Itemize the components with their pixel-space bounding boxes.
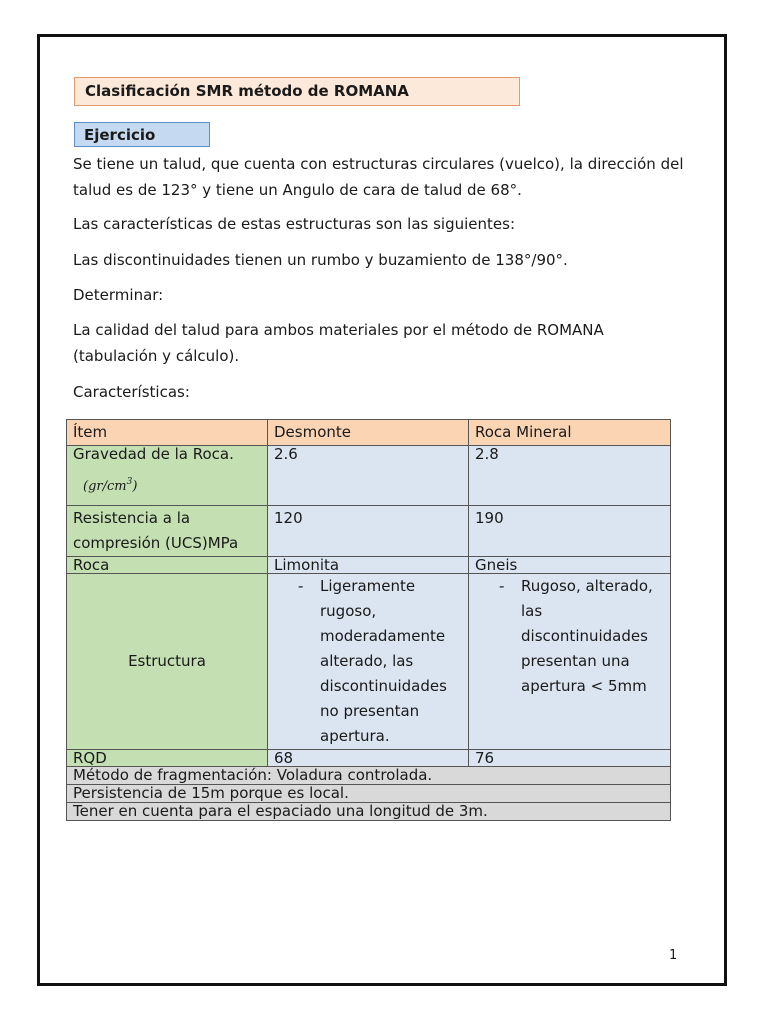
paragraph-caracteristicas: Las características de estas estructuras son las siguientes: [73,215,516,233]
gravedad-label: Gravedad de la Roca. [73,445,234,463]
list-item: - Rugoso, alterado, las discontinuidades presentan una apertura < 5mm [499,577,653,695]
paragraph-determinar: Determinar: [73,286,164,304]
estructura-label: Estructura [67,574,268,750]
list-item: - Ligeramente rugoso, moderadamente alterado, las discontinuidades no presentan apertura. [298,577,447,745]
document-title: Clasificación SMR método de ROMANA [74,77,520,106]
paragraph-discontinuidades: Las discontinuidades tienen un rumbo y buzamiento de 138°/90°. [73,251,568,269]
table-row-resistencia [67,506,671,557]
section-heading: Ejercicio [74,122,210,147]
estructura-roca-text: Rugoso, alterado, las discontinuidades presentan una apertura < 5mm [521,577,653,695]
paragraph-caracteristicas-label: Características: [73,383,190,401]
rqd-roca: 76 [469,750,671,767]
gravedad-label-cell [67,446,268,506]
gravedad-unit-exponent: 3 [126,477,133,487]
table-row-note-persistencia [67,785,671,803]
gravedad-unit [73,462,261,497]
table-row-note-espaciado [67,803,671,821]
estructura-desmonte-text: Ligeramente rugoso, moderadamente alterado, las discontinuidades no presentan apertura. [320,577,447,745]
estructura-roca-cell [469,574,671,750]
estructura-desmonte-list [274,574,454,749]
header-desmonte: Desmonte [268,420,469,446]
gravedad-roca: 2.8 [469,446,671,506]
gravedad-unit-close: ) [132,479,138,494]
roca-label: Roca [67,557,268,574]
paragraph-intro: Se tiene un talud, que cuenta con estructuras circulares (vuelco), la dirección del talud es de 123° y tiene un Angulo de cara de talud de 68°. [73,155,684,199]
gravedad-desmonte: 2.6 [268,446,469,506]
rqd-desmonte: 68 [268,750,469,767]
page-number: 1 [669,948,678,963]
roca-roca: Gneis [469,557,671,574]
table-row-note-fragmentacion [67,767,671,785]
note-fragmentacion: Método de fragmentación: Voladura controlada. [67,767,671,785]
paragraph-calidad: La calidad del talud para ambos materiales por el método de ROMANA (tabulación y cálculo). [73,321,604,365]
roca-desmonte: Limonita [268,557,469,574]
table-row-rqd [67,750,671,767]
header-item: Ítem [67,420,268,446]
note-persistencia: Persistencia de 15m porque es local. [67,785,671,803]
header-roca-mineral: Roca Mineral [469,420,671,446]
table-row-estructura [67,574,671,750]
rqd-label: RQD [67,750,268,767]
table-row-roca [67,557,671,574]
estructura-roca-list [475,574,664,699]
resistencia-desmonte: 120 [268,506,469,557]
table-row-gravedad [67,446,671,506]
note-espaciado: Tener en cuenta para el espaciado una longitud de 3m. [67,803,671,821]
resistencia-roca: 190 [469,506,671,557]
estructura-desmonte-cell [268,574,469,750]
table-header-row [67,420,671,446]
resistencia-label: Resistencia a la compresión (UCS)MPa [67,506,268,557]
characteristics-table [66,419,671,821]
gravedad-unit-text: (gr/cm [83,479,127,494]
